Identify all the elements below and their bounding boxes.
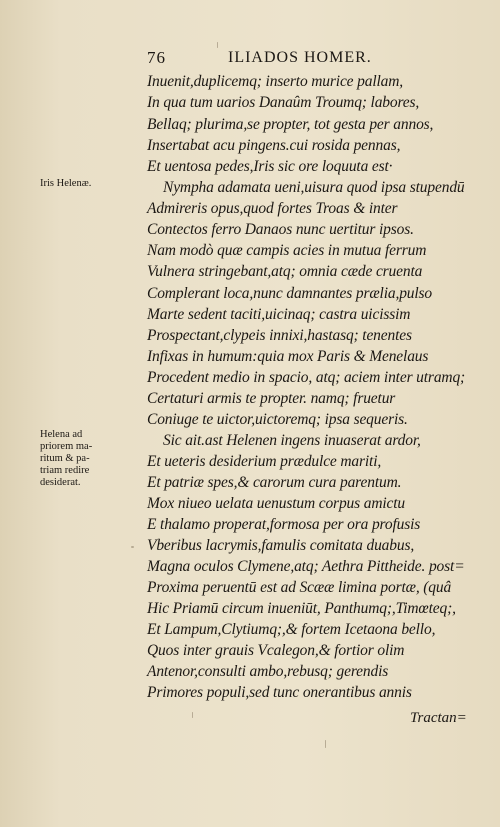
margin-note-line: Helena ad	[40, 429, 83, 440]
verse-line: Vulnera stringebant,atq; omnia cæde cruenta	[147, 263, 423, 280]
verse-line: Admireris opus,quod fortes Troas & inter	[147, 200, 398, 217]
verse-line: Vberibus lacrymis,famulis comitata duabus,	[147, 537, 415, 554]
catchword: Tractan=	[410, 710, 467, 726]
verse-line: Et Lampum,Clytiumq;,& fortem Icetaona bello,	[147, 621, 436, 638]
ink-speck	[192, 712, 193, 718]
verse-line: Sic ait.ast Helenen ingens inuaserat ardor,	[163, 432, 421, 449]
verse-line: Et patriæ spes,& carorum cura parentum.	[147, 474, 402, 491]
verse-line: Certaturi armis te propter. namq; fruetur	[147, 390, 396, 407]
verse-line: Coniuge te uictor,uictoremq; ipsa sequeris.	[147, 411, 408, 428]
verse-line: E thalamo properat,formosa per ora profusis	[147, 516, 421, 533]
verse-line: Et uentosa pedes,Iris sic ore loquuta est·	[147, 158, 393, 175]
verse-line: Bellaq; plurima,se propter, tot gesta per annos,	[147, 116, 434, 133]
margin-note-line: desiderat.	[40, 477, 81, 488]
verse-line: In qua tum uarios Danaûm Troumq; labores,	[147, 94, 420, 111]
margin-note-line: priorem ma-	[40, 441, 93, 452]
margin-note-line: Iris Helenæ.	[40, 178, 92, 189]
verse-line: Antenor,consulti ambo,rebusq; gerendis	[147, 663, 389, 680]
page-number: 76	[147, 48, 166, 67]
margin-note-line: triam redire	[40, 465, 90, 476]
ink-speck	[131, 546, 134, 548]
verse-line: Complerant loca,nunc damnantes prælia,pulso	[147, 285, 433, 302]
verse-line: Insertabat acu pingens.cui rosida pennas,	[147, 137, 401, 154]
verse-line: Primores populi,sed tunc onerantibus annis	[147, 684, 412, 701]
verse-line: Inuenit,duplicemq; inserto murice pallam,	[147, 73, 404, 90]
verse-line: Prospectant,clypeis innixi,hastasq; tenentes	[147, 327, 412, 344]
running-head: ILIADOS HOMER.	[228, 49, 372, 66]
verse-line: Et ueteris desiderium prædulce mariti,	[147, 453, 382, 470]
verse-line: Contectos ferro Danaos nunc uertitur ipsos.	[147, 221, 414, 238]
margin-note-line: ritum & pa-	[40, 453, 90, 464]
verse-line: Quos inter grauis Vcalegon,& fortior olim	[147, 642, 405, 659]
verse-line: Nam modò quæ campis acies in mutua ferrum	[147, 242, 427, 259]
ink-speck	[325, 740, 326, 748]
verse-line: Proxima peruentū est ad Scææ limina portæ, (quâ	[147, 579, 452, 596]
verse-line: Mox niueo uelata uenustum corpus amictu	[147, 495, 406, 512]
verse-line: Magna oculos Clymene,atq; Aethra Pittheide. post=	[147, 558, 465, 575]
verse-line: Infixas in humum:quia mox Paris & Menelaus	[147, 348, 429, 365]
verse-line: Nympha adamata ueni,uisura quod ipsa stupendū	[163, 179, 465, 196]
verse-line: Procedent medio in spacio, atq; aciem inter utramq;	[147, 369, 466, 386]
verse-line: Hic Priamū circum inueniūt, Panthumq;,Timœteq;,	[147, 600, 456, 617]
ink-speck	[217, 42, 218, 48]
verse-line: Marte sedent taciti,uicinaq; castra uicissim	[147, 306, 411, 323]
